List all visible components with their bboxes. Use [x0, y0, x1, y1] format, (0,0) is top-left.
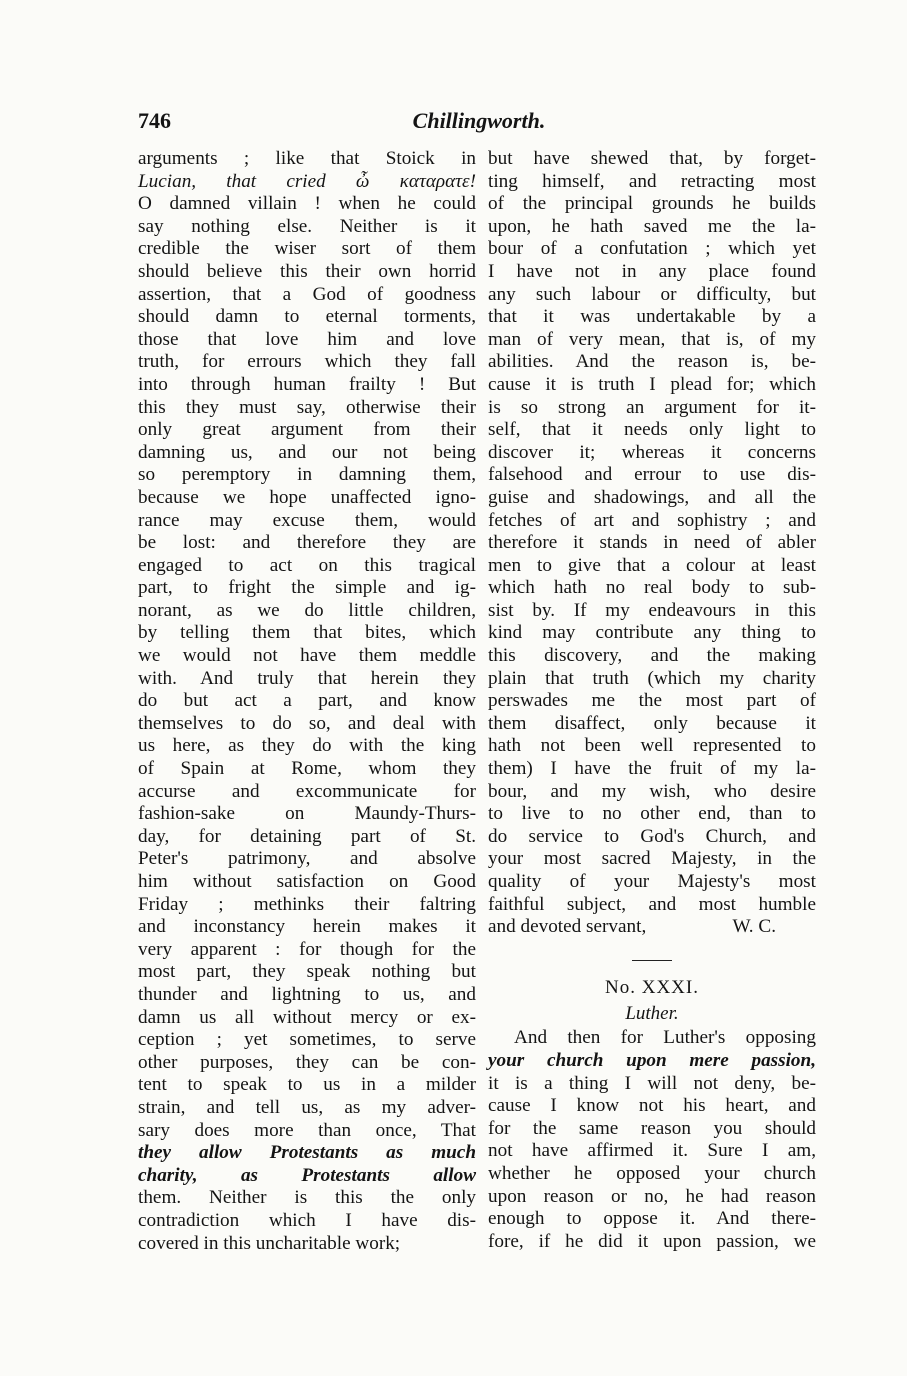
text-line: tent to speak to us in a milder — [138, 1074, 476, 1096]
text-line: damn us all without mercy or ex- — [138, 1006, 476, 1028]
text-line: themselves to do so, and deal with — [138, 712, 476, 734]
text-line: day, for detaining part of St. — [138, 825, 476, 847]
text-line: fashion-sake on Maundy-Thurs- — [138, 803, 476, 825]
text-line: falsehood and errour to use dis- — [488, 464, 816, 486]
text-line: part, to fright the simple and ig- — [138, 577, 476, 599]
text-line: accurse and excommunicate for — [138, 780, 476, 802]
text-line: faithful subject, and most humble — [488, 893, 816, 915]
signature-text: and devoted servant, — [488, 916, 647, 938]
text-line: fetches of art and sophistry ; and — [488, 509, 816, 531]
text-line: abilities. And the reason is, be- — [488, 351, 816, 373]
text-line: this discovery, and the making — [488, 645, 816, 667]
text-line: not have affirmed it. Sure I am, — [488, 1140, 816, 1162]
text-line: into through human frailty ! But — [138, 373, 476, 395]
text-line: credible the wiser sort of them — [138, 238, 476, 260]
section-title: Luther. — [625, 1003, 679, 1025]
text-line: Friday ; methinks their faltring — [138, 893, 476, 915]
text-line: thunder and lightning to us, and — [138, 983, 476, 1005]
left-column — [138, 148, 476, 1255]
text-line: Lucian, that cried ὦ καταρατε! — [138, 170, 476, 192]
text-line: because we hope unaffected igno- — [138, 486, 476, 508]
text-line: self, that it needs only light to — [488, 419, 816, 441]
text-line: of the principal grounds he builds — [488, 193, 816, 215]
text-line: I have not in any place found — [488, 260, 816, 282]
text-line: of Spain at Rome, whom they — [138, 758, 476, 780]
text-line: your church upon mere passion, — [488, 1049, 816, 1071]
text-line: covered in this uncharitable work; — [138, 1232, 401, 1254]
signature-initials: W. C. — [732, 916, 776, 938]
text-line: sary does more than once, That — [138, 1119, 476, 1141]
text-line: charity, as Protestants allow — [138, 1164, 476, 1186]
text-line: enough to oppose it. And there- — [488, 1208, 816, 1230]
text-line: bour of a confutation ; which yet — [488, 238, 816, 260]
text-line: most part, they speak nothing but — [138, 961, 476, 983]
text-line: that it was undertakable by a — [488, 306, 816, 328]
text-line: hath not been well represented to — [488, 735, 816, 757]
page-number: 746 — [138, 108, 171, 133]
text-line: Peter's patrimony, and absolve — [138, 848, 476, 870]
text-line: him without satisfaction on Good — [138, 871, 476, 892]
text-line: norant, as we do little children, — [138, 599, 476, 621]
text-line: other purposes, they can be con- — [138, 1051, 476, 1073]
text-line: those that love him and love — [138, 328, 476, 350]
text-line: perswades me the most part of — [488, 690, 816, 712]
text-line: which hath no real body to sub- — [488, 577, 816, 599]
text-line: us here, as they do with the king — [138, 735, 476, 757]
text-line: discover it; whereas it concerns — [488, 441, 816, 463]
text-line: upon reason or no, he had reason — [488, 1185, 816, 1207]
text-line: to live to no other end, than to — [488, 803, 816, 825]
text-line: guise and shadowings, and all the — [488, 486, 816, 508]
text-line: by telling them that bites, which — [138, 622, 476, 644]
text-line: with. And truly that herein they — [138, 667, 476, 689]
text-line: ting himself, and retracting most — [488, 170, 816, 192]
text-line: for the same reason you should — [488, 1117, 816, 1139]
text-line: kind may contribute any thing to — [488, 622, 816, 644]
text-line: And then for Luther's opposing — [514, 1027, 816, 1049]
text-line: rance may excuse them, would — [138, 509, 476, 531]
text-line: whether he opposed your church — [488, 1162, 816, 1184]
text-line: do service to God's Church, and — [488, 825, 816, 847]
text-line: be lost: and therefore they are — [138, 532, 476, 554]
text-line: engaged to act on this tragical — [138, 554, 476, 576]
text-line: contradiction which I have dis- — [138, 1209, 476, 1231]
text-line: fore, if he did it upon passion, we — [488, 1230, 816, 1252]
text-line: therefore it stands in need of abler — [488, 532, 816, 554]
text-line: very apparent : for though for the — [138, 938, 476, 960]
text-line: this they must say, otherwise their — [138, 396, 476, 418]
text-line: only great argument from their — [138, 419, 476, 441]
text-line: them disaffect, only because it — [488, 712, 816, 734]
right-column — [488, 148, 816, 1253]
text-line: and inconstancy herein makes it — [138, 916, 476, 938]
text-line: them. Neither is this the only — [138, 1187, 476, 1209]
text-line: any such labour or difficulty, but — [488, 283, 816, 305]
text-line: do but act a part, and know — [138, 690, 476, 712]
text-line: arguments ; like that Stoick in — [138, 148, 476, 169]
text-line: assertion, that a God of goodness — [138, 283, 476, 305]
signature-line — [488, 916, 816, 939]
text-line: bour, and my wish, who desire — [488, 780, 816, 802]
text-line: cause it is truth I plead for; which — [488, 373, 816, 395]
text-line: your most sacred Majesty, in the — [488, 848, 816, 870]
text-line: strain, and tell us, as my adver- — [138, 1096, 476, 1118]
text-line: damning us, and our not being — [138, 441, 476, 463]
text-line: they allow Protestants as much — [138, 1142, 476, 1164]
text-line: should damn to eternal torments, — [138, 306, 476, 328]
text-line: upon, he hath saved me the la- — [488, 215, 816, 237]
text-line: ception ; yet sometimes, to serve — [138, 1029, 476, 1051]
text-line: should believe this their own horrid — [138, 260, 476, 282]
text-line: them) I have the fruit of my la- — [488, 758, 816, 780]
text-line: plain that truth (which my charity — [488, 667, 816, 689]
text-line: men to give that a colour at least — [488, 554, 816, 576]
text-line: man of very mean, that is, of my — [488, 328, 816, 350]
page-header — [138, 108, 820, 142]
running-title: Chillingworth. — [412, 108, 546, 133]
text-line: is so strong an argument for it- — [488, 396, 816, 418]
text-line: it is a thing I will not deny, be- — [488, 1072, 816, 1094]
text-line: but have shewed that, by forget- — [488, 148, 816, 169]
section-number: No. XXXI. — [605, 977, 699, 999]
text-line: say nothing else. Neither is it — [138, 215, 476, 237]
text-line: truth, for errours which they fall — [138, 351, 476, 373]
text-line: so peremptory in damning them, — [138, 464, 476, 486]
text-line: sist by. If my endeavours in this — [488, 599, 816, 621]
text-line: we would not have them meddle — [138, 645, 476, 667]
text-line: O damned villain ! when he could — [138, 193, 476, 215]
text-line: cause I know not his heart, and — [488, 1095, 816, 1117]
text-line: quality of your Majesty's most — [488, 871, 816, 892]
section-divider — [488, 949, 816, 972]
